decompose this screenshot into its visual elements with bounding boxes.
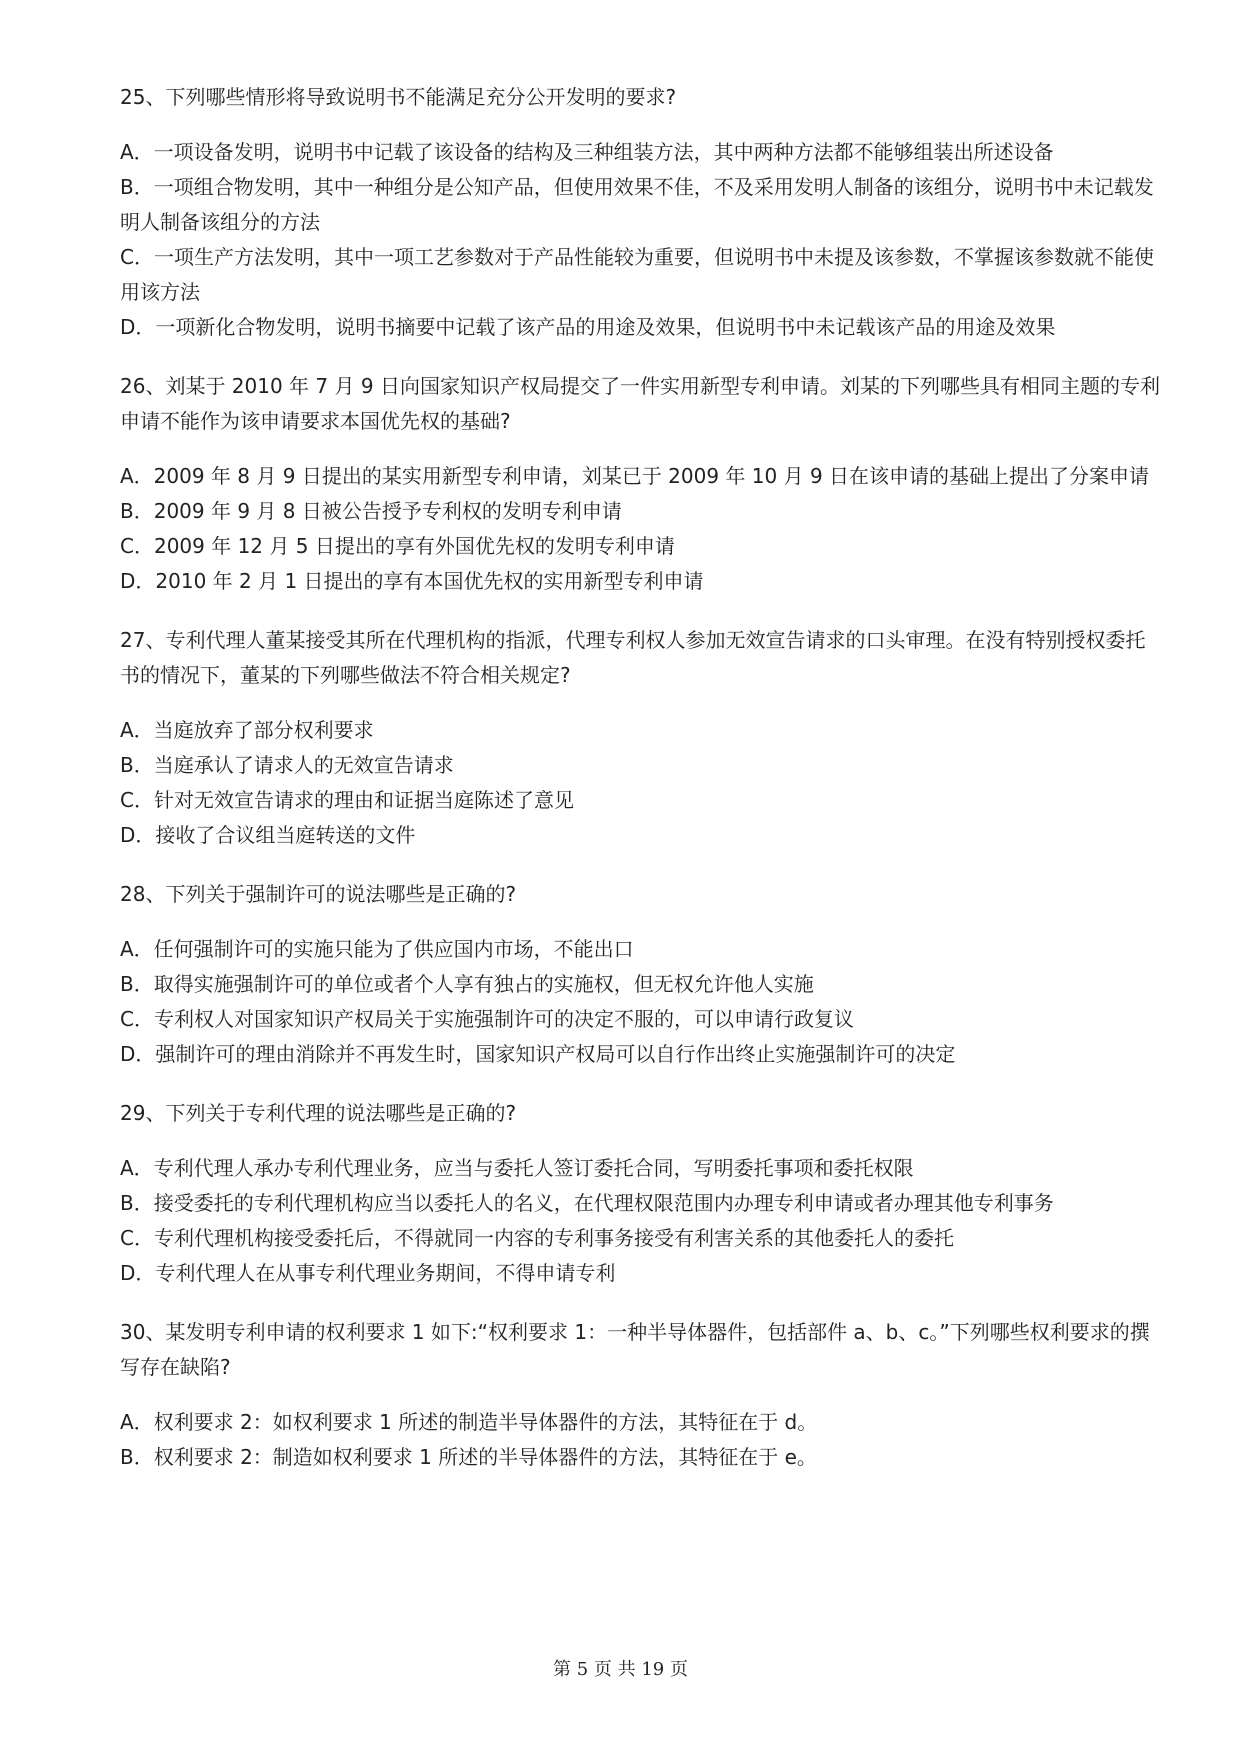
option-a: A．当庭放弃了部分权利要求	[120, 718, 374, 742]
option-c: C．2009 年 12 月 5 日提出的享有外国优先权的发明专利申请	[120, 534, 675, 558]
option-c: C．一项生产方法发明，其中一项工艺参数对于产品性能较为重要，但说明书中未提及该参数，不掌握该参数就不能使用该方法	[120, 245, 1154, 304]
option-a: A．专利代理人承办专利代理业务，应当与委托人签订委托合同，写明委托事项和委托权限	[120, 1156, 914, 1180]
option-b: B．取得实施强制许可的单位或者个人享有独占的实施权，但无权允许他人实施	[120, 972, 814, 996]
question-text: 26、刘某于 2010 年 7 月 9 日向国家知识产权局提交了一件实用新型专利申请。刘某的下列哪些具有相同主题的专利申请不能作为该申请要求本国优先权的基础?	[120, 374, 1160, 433]
question-list	[120, 80, 1160, 1499]
option-b: B．2009 年 9 月 8 日被公告授予专利权的发明专利申请	[120, 499, 622, 523]
question-text: 28、下列关于强制许可的说法哪些是正确的?	[120, 882, 517, 906]
question-28	[120, 877, 1160, 1072]
question-26	[120, 369, 1160, 599]
option-b: B．接受委托的专利代理机构应当以委托人的名义，在代理权限范围内办理专利申请或者办理其他专利事务	[120, 1191, 1054, 1215]
option-d: D．专利代理人在从事专利代理业务期间，不得申请专利	[120, 1261, 616, 1285]
question-30	[120, 1315, 1160, 1475]
question-text: 30、某发明专利申请的权利要求 1 如下:“权利要求 1：一种半导体器件，包括部件 a、b、c。”下列哪些权利要求的撰写存在缺陷?	[120, 1320, 1150, 1379]
option-b: B．当庭承认了请求人的无效宣告请求	[120, 753, 454, 777]
option-d: D．接收了合议组当庭转送的文件	[120, 823, 416, 847]
question-text: 27、专利代理人董某接受其所在代理机构的指派，代理专利权人参加无效宣告请求的口头审理。在没有特别授权委托书的情况下，董某的下列哪些做法不符合相关规定?	[120, 628, 1146, 687]
option-c: C．专利代理机构接受委托后，不得就同一内容的专利事务接受有利害关系的其他委托人的委托	[120, 1226, 954, 1250]
question-text: 29、下列关于专利代理的说法哪些是正确的?	[120, 1101, 517, 1125]
option-d: D．2010 年 2 月 1 日提出的享有本国优先权的实用新型专利申请	[120, 569, 704, 593]
option-b: B．权利要求 2：制造如权利要求 1 所述的半导体器件的方法，其特征在于 e。	[120, 1445, 817, 1469]
question-29	[120, 1096, 1160, 1291]
option-c: C．针对无效宣告请求的理由和证据当庭陈述了意见	[120, 788, 574, 812]
option-c: C．专利权人对国家知识产权局关于实施强制许可的决定不服的，可以申请行政复议	[120, 1007, 854, 1031]
question-text: 25、下列哪些情形将导致说明书不能满足充分公开发明的要求?	[120, 85, 677, 109]
option-a: A．任何强制许可的实施只能为了供应国内市场，不能出口	[120, 937, 634, 961]
option-a: A．2009 年 8 月 9 日提出的某实用新型专利申请，刘某已于 2009 年 10 月 9 日在该申请的基础上提出了分案申请	[120, 464, 1150, 488]
option-a: A．一项设备发明，说明书中记载了该设备的结构及三种组装方法，其中两种方法都不能够组装出所述设备	[120, 140, 1054, 164]
option-d: D．强制许可的理由消除并不再发生时，国家知识产权局可以自行作出终止实施强制许可的决定	[120, 1042, 956, 1066]
page-number: 第 5 页 共 19 页	[553, 1659, 688, 1680]
question-27	[120, 623, 1160, 853]
option-b: B．一项组合物发明，其中一种组分是公知产品，但使用效果不佳，不及采用发明人制备的该组分，说明书中未记载发明人制备该组分的方法	[120, 175, 1154, 234]
question-25	[120, 80, 1160, 345]
option-a: A．权利要求 2：如权利要求 1 所述的制造半导体器件的方法，其特征在于 d。	[120, 1410, 818, 1434]
option-d: D．一项新化合物发明，说明书摘要中记载了该产品的用途及效果，但说明书中未记载该产品的用途及效果	[120, 315, 1056, 339]
